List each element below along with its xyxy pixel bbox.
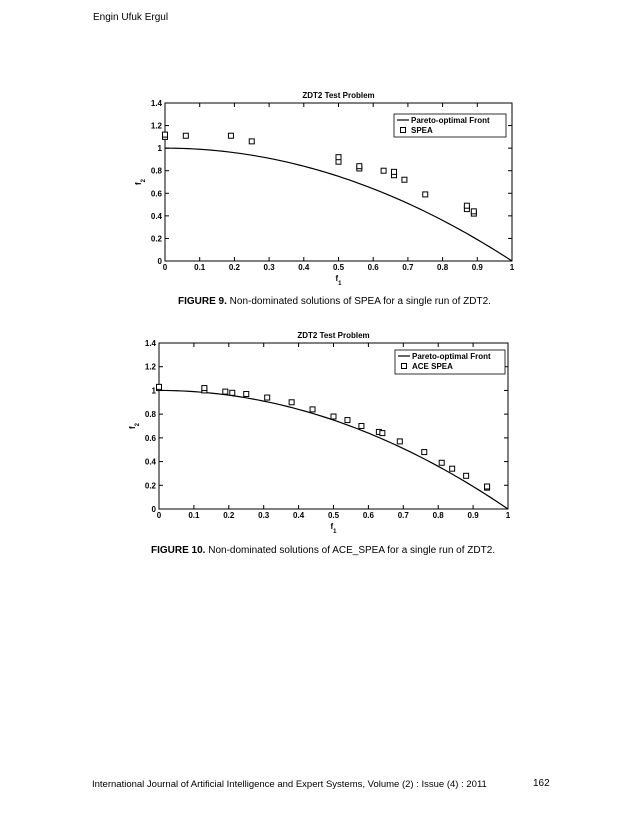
legend-label-solutions: SPEA (411, 126, 433, 135)
legend-label-solutions: ACE SPEA (412, 362, 453, 371)
x-tick-label: 0.7 (397, 511, 409, 520)
x-tick-label: 0.1 (188, 511, 200, 520)
y-tick-label: 0.2 (144, 481, 156, 491)
x-tick-label: 0 (162, 263, 168, 272)
legend-marker-swatch (401, 128, 406, 133)
y-tick-label: 1 (151, 386, 156, 396)
x-tick-label: 0.9 (467, 511, 479, 520)
data-point-marker (336, 155, 341, 160)
legend-marker-swatch (402, 364, 407, 369)
y-axis-label: $f_2$ (134, 178, 147, 186)
data-point-marker (450, 466, 455, 471)
figure-10-caption (151, 545, 495, 556)
x-axis-label: $f_1$ (335, 274, 342, 287)
data-point-marker (397, 439, 402, 444)
data-point-marker (392, 169, 397, 174)
x-tick-label: 0.4 (293, 511, 305, 520)
data-point-marker (439, 460, 444, 465)
running-header-author: Engin Ufuk Ergul (93, 12, 169, 23)
y-tick-label: 1.4 (144, 339, 156, 348)
data-point-marker (422, 450, 427, 455)
y-tick-label: 0.4 (144, 457, 156, 467)
x-tick-label: 1 (505, 511, 511, 520)
x-tick-label: 0.8 (432, 511, 444, 520)
x-tick-label: 0.5 (332, 263, 345, 272)
data-point-marker (310, 407, 315, 412)
x-tick-label: 0.3 (263, 263, 275, 272)
data-point-marker (464, 473, 469, 478)
x-axis-label-subscript: 1 (333, 529, 337, 535)
y-tick-label: 0.4 (150, 211, 162, 221)
data-point-marker (357, 164, 362, 169)
x-tick-label: 0.2 (228, 263, 240, 272)
x-tick-label: 0.6 (367, 263, 379, 272)
x-tick-label: 0.1 (194, 263, 206, 272)
figure-10-caption-label: FIGURE 10. (151, 545, 206, 556)
x-axis-label-subscript: 1 (338, 281, 342, 287)
data-point-marker (249, 139, 254, 144)
y-tick-label: 0 (151, 505, 156, 514)
x-tick-label: 0.8 (437, 263, 449, 272)
chart-title: ZDT2 Test Problem (302, 91, 375, 100)
y-axis-label: $f_2$ (128, 422, 141, 430)
x-tick-label: 0 (156, 511, 162, 520)
y-tick-label: 1.2 (144, 362, 156, 372)
data-point-marker (183, 133, 188, 138)
data-point-marker (228, 133, 233, 138)
data-point-marker (359, 424, 364, 429)
y-tick-label: 0.8 (144, 410, 156, 420)
y-axis-label-subscript: 2 (141, 178, 147, 183)
legend-label-pareto: Pareto-optimal Front (412, 352, 491, 361)
data-point-marker (471, 209, 476, 214)
y-tick-label: 0.8 (150, 166, 162, 176)
x-tick-label: 0.5 (327, 511, 340, 520)
x-tick-label: 0.6 (362, 511, 374, 520)
y-axis-label-subscript: 2 (135, 422, 141, 427)
figure-9-chart (130, 85, 530, 295)
figure-9-caption (178, 296, 491, 307)
data-point-marker (230, 390, 235, 395)
y-tick-label: 0 (157, 257, 162, 266)
y-tick-label: 1.4 (150, 99, 162, 108)
x-tick-label: 1 (509, 263, 515, 272)
figure-10-caption-text: Non-dominated solutions of ACE_SPEA for a single run of ZDT2. (205, 545, 496, 556)
journal-footer: International Journal of Artificial Intelligence and Expert Systems, Volume (2) : Issue (4) : 2011 (92, 779, 487, 790)
data-point-marker (223, 389, 228, 394)
data-point-marker (380, 431, 385, 436)
legend-label-pareto: Pareto-optimal Front (411, 116, 490, 125)
data-point-marker (423, 192, 428, 197)
figure-9-caption-label: FIGURE 9. (178, 296, 227, 307)
data-point-marker (289, 400, 294, 405)
x-tick-label: 0.9 (471, 263, 483, 272)
data-point-marker (265, 395, 270, 400)
x-tick-label: 0.4 (298, 263, 310, 272)
y-tick-label: 0.2 (150, 234, 162, 244)
data-point-marker (464, 203, 469, 208)
y-tick-label: 1.2 (150, 121, 162, 131)
data-point-marker (244, 391, 249, 396)
data-point-marker (345, 418, 350, 423)
pareto-front-line (165, 148, 512, 261)
figure-10-chart (128, 323, 528, 538)
y-tick-label: 0.6 (144, 433, 156, 443)
x-tick-label: 0.3 (258, 511, 270, 520)
data-point-marker (402, 177, 407, 182)
x-axis-label: $f_1$ (330, 522, 337, 535)
data-point-marker (331, 414, 336, 419)
data-point-marker (157, 384, 162, 389)
y-tick-label: 1 (157, 144, 162, 154)
page-number: 162 (533, 778, 550, 789)
data-point-marker (485, 484, 490, 489)
pareto-front-line (159, 390, 508, 509)
x-tick-label: 0.7 (402, 263, 414, 272)
data-point-marker (202, 386, 207, 391)
figure-9-caption-text: Non-dominated solutions of SPEA for a single run of ZDT2. (226, 296, 491, 307)
data-point-marker (381, 168, 386, 173)
chart-title: ZDT2 Test Problem (297, 331, 370, 340)
data-point-marker (163, 132, 168, 137)
x-tick-label: 0.2 (223, 511, 235, 520)
y-tick-label: 0.6 (150, 189, 162, 199)
